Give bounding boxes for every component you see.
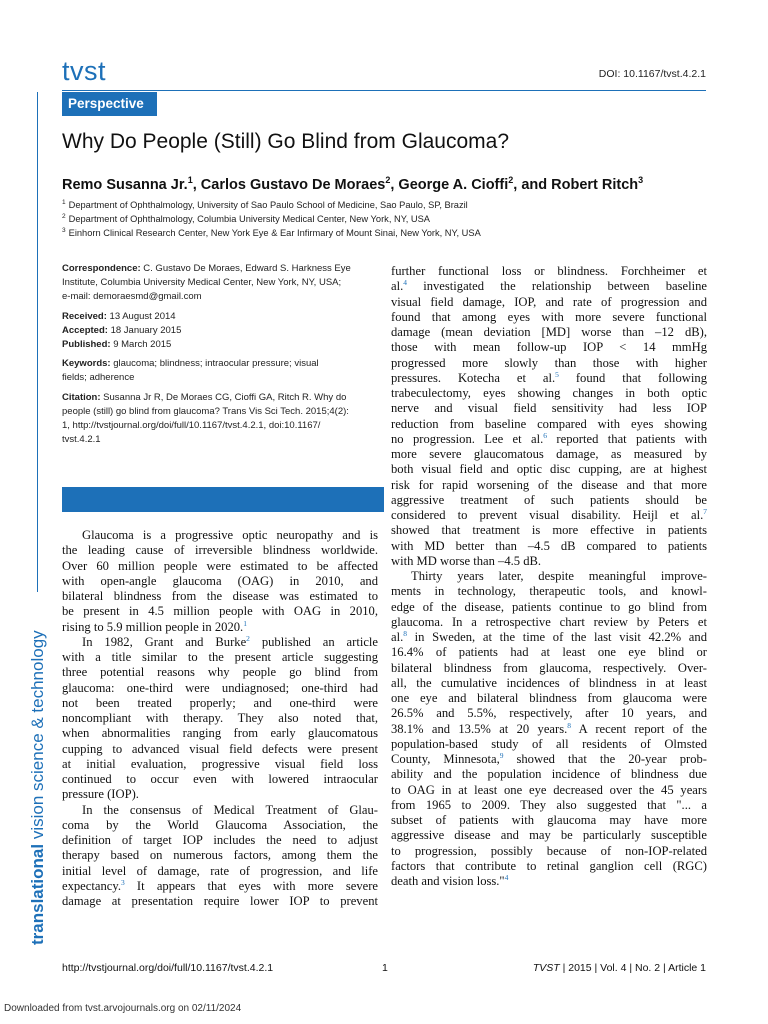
- text-line: [391, 752, 707, 767]
- author-affiliation-ref: 2: [508, 175, 514, 185]
- text-line: [391, 279, 707, 294]
- text-line: [62, 726, 378, 741]
- text-line: [391, 630, 707, 645]
- text-segment: no progression. Lee et al.: [391, 431, 544, 446]
- text-line: [62, 528, 378, 543]
- reference-marker[interactable]: 4: [504, 874, 509, 882]
- text-line: [62, 650, 378, 665]
- text-line: [391, 386, 707, 401]
- text-segment: found that among eyes with more severe functional: [391, 309, 707, 324]
- text-line: [391, 371, 707, 386]
- text-segment: subset of patients with glaucoma may have more: [391, 813, 707, 827]
- reference-marker[interactable]: 6: [543, 431, 548, 440]
- text-line: [391, 706, 707, 721]
- text-segment: with MD better than –4.5 dB compared to patients: [391, 538, 707, 553]
- author-name: Remo Susanna Jr.: [62, 176, 188, 193]
- text-segment: investigated the relationship between baseline: [407, 279, 707, 294]
- text-line: [391, 737, 707, 752]
- correspondence-line: Institute, Columbia University Medical Center, New York, NY, USA;: [62, 277, 342, 289]
- text-segment: expectancy.: [62, 878, 121, 893]
- text-segment: A recent report of the: [571, 721, 707, 736]
- text-segment: progressed more slowly than those with higher: [391, 355, 707, 370]
- section-color-bar: [62, 487, 384, 512]
- text-segment: showed that the 20-year prob-: [503, 752, 707, 766]
- text-segment: definition of target IOP includes the need to adjust: [62, 833, 378, 847]
- text-line: [62, 574, 378, 589]
- affiliation-text: Department of Ophthalmology, University of Sao Paulo School of Medicine, Sao Paulo, SP, Brazil: [68, 200, 468, 211]
- reference-marker[interactable]: 5: [555, 370, 559, 379]
- keywords-label: Keywords:: [62, 358, 111, 370]
- correspondence: [62, 262, 384, 305]
- correspondence-label: Correspondence:: [62, 263, 141, 274]
- text-line: [62, 803, 378, 818]
- article-info: [62, 262, 384, 452]
- text-segment: edge of the disease, patients continue to go blind from: [391, 599, 707, 614]
- sidebar-title-bold: translational: [28, 843, 47, 945]
- affiliation: [62, 224, 481, 240]
- affiliation-number: 3: [62, 227, 66, 234]
- article-type-badge: Perspective: [62, 92, 157, 116]
- sidebar-divider: [37, 92, 38, 592]
- reference-marker[interactable]: 3: [120, 878, 125, 887]
- text-segment: be present in 4.5 million people with OAG in 2010,: [62, 604, 378, 619]
- dates: [62, 310, 384, 353]
- reference-marker[interactable]: 7: [703, 508, 707, 516]
- text-segment: 26.5% and 5.5%, respectively, after 10 years, and: [391, 706, 707, 721]
- text-segment: reduction from baseline compared with eyes showing: [391, 416, 707, 431]
- text-line: [391, 676, 707, 691]
- text-segment: at initial evaluation, progressive visual field loss: [62, 756, 378, 771]
- body-column-right: [391, 264, 707, 889]
- text-line: [391, 478, 707, 493]
- text-line: [391, 554, 707, 569]
- text-line: [391, 783, 707, 798]
- text-segment: not been treated properly; and one-third were: [62, 695, 378, 710]
- text-segment: 38.1% and 13.5% at 20 years.: [391, 721, 568, 736]
- citation-line: Susanna Jr R, De Moraes CG, Cioffi GA, Ritch R. Why do: [103, 391, 347, 403]
- author-name: George A. Cioffi: [398, 176, 509, 193]
- text-segment: both visual field and optic disc cupping, are at highest: [391, 462, 707, 477]
- text-segment: cupping to advanced visual field defects were present: [62, 741, 378, 756]
- text-segment: It appears that eyes with more severe: [124, 878, 378, 893]
- citation: [62, 391, 384, 448]
- text-segment: aggressive treatment of such patients should be: [391, 492, 707, 507]
- text-line: [391, 432, 707, 447]
- text-line: [391, 584, 707, 599]
- correspondence-line: C. Gustavo De Moraes, Edward S. Harkness Eye: [143, 263, 351, 274]
- text-line: [62, 787, 378, 802]
- text-segment: trabeculectomy, eyes showing changes in both optic: [391, 386, 707, 400]
- text-segment: damage at presentation require lower IOP to prevent: [62, 894, 378, 908]
- text-segment: In the consensus of Medical Treatment of Glau-: [82, 802, 378, 817]
- doi: DOI: 10.1167/tvst.4.2.1: [598, 68, 706, 80]
- citation-line: tvst.4.2.1: [62, 434, 101, 446]
- text-line: [62, 772, 378, 787]
- text-line: [62, 864, 378, 879]
- author-name: Robert Ritch: [551, 176, 639, 193]
- text-segment: aggressive disease and may be particularly susceptible: [391, 828, 707, 843]
- correspondence-email[interactable]: e-mail: demoraesmd@gmail.com: [62, 291, 202, 303]
- text-line: [391, 859, 707, 874]
- text-line: [391, 722, 707, 737]
- text-line: [391, 295, 707, 310]
- text-line: [391, 447, 707, 462]
- author-affiliation-ref: 1: [187, 175, 193, 185]
- text-segment: bilateral blindness from the disease was estimated to: [62, 589, 378, 603]
- text-segment: from 1965 to 2009. They also suggested that "... a: [391, 797, 707, 812]
- reference-marker[interactable]: 8: [403, 630, 407, 638]
- text-line: [62, 757, 378, 772]
- text-line: [391, 462, 707, 477]
- text-segment: further functional loss or blindness. Forchheimer et: [391, 264, 707, 278]
- text-segment: all, the cumulative incidences of blindness in at least: [391, 675, 707, 690]
- reference-marker[interactable]: 1: [243, 619, 247, 628]
- accepted-date: 18 January 2015: [110, 324, 182, 336]
- text-line: [391, 493, 707, 508]
- text-line: [391, 325, 707, 340]
- text-line: [62, 894, 378, 909]
- keywords: [62, 357, 384, 385]
- text-segment: Over 60 million people were estimated to be affected: [62, 558, 378, 573]
- reference-marker[interactable]: 9: [499, 752, 504, 760]
- journal-logo: tvst: [62, 56, 107, 86]
- text-segment: pressures. Kotecha et al.: [391, 370, 556, 385]
- reference-marker[interactable]: 8: [567, 721, 571, 730]
- published-date: 9 March 2015: [113, 339, 172, 351]
- text-segment: rising to 5.9 million people in 2020.: [62, 619, 244, 634]
- text-line: [391, 767, 707, 782]
- footer-journal: TVST: [532, 962, 560, 974]
- text-segment: coma by the World Glaucoma Association, the: [62, 817, 378, 832]
- text-segment: population-based study of all residents of Olmsted: [391, 736, 707, 751]
- text-segment: ments in technology, therapeutic tools, and knowl-: [391, 584, 707, 599]
- text-line: [62, 742, 378, 757]
- text-segment: with a title similar to the present article suggesting: [62, 650, 378, 664]
- text-line: [391, 417, 707, 432]
- reference-marker[interactable]: 4: [403, 279, 407, 288]
- text-line: [62, 665, 378, 680]
- text-line: [62, 589, 378, 604]
- text-segment: ability and the population incidence of blindness due: [391, 767, 707, 782]
- page-title: Why Do People (Still) Go Blind from Glaucoma?: [62, 130, 509, 153]
- text-line: [391, 539, 707, 554]
- received-label: Received:: [62, 310, 107, 322]
- text-segment: with open-angle glaucoma (OAG) in 2010, and: [62, 573, 378, 588]
- text-segment: glaucoma. In a retrospective chart review by Peters et: [391, 614, 707, 629]
- text-segment: visual field damage, IOP, and rate of progression and: [391, 294, 707, 309]
- text-segment: initial level of damage, rate of progression, and life: [62, 863, 378, 878]
- text-line: [62, 635, 378, 650]
- text-line: [391, 600, 707, 615]
- text-line: [391, 569, 707, 584]
- text-segment: pressure (IOP).: [62, 787, 139, 802]
- text-segment: when abnormalities ranging from early glaucomatous: [62, 726, 378, 741]
- author-affiliation-ref: 3: [638, 175, 644, 185]
- text-line: [391, 356, 707, 371]
- text-line: [391, 813, 707, 828]
- text-segment: damage (mean deviation [MD] worse than –12 dB),: [391, 325, 707, 339]
- affiliation-text: Einhorn Clinical Research Center, New York Eye & Ear Infirmary of Mount Sinai, New York, NY, USA: [68, 228, 481, 239]
- text-segment: one eye and bilateral blindness from glaucoma were: [391, 691, 707, 705]
- text-line: [62, 604, 378, 619]
- text-line: [62, 681, 378, 696]
- text-line: [391, 798, 707, 813]
- text-segment: in Sweden, at the time of the last visit 42.2% and: [407, 630, 707, 644]
- text-line: [391, 523, 707, 538]
- citation-line: people (still) go blind from glaucoma? Trans Vis Sci Tech. 2015;4(2):: [62, 405, 349, 417]
- text-segment: noncompliant with therapy. They also noted that,: [62, 711, 378, 725]
- text-line: [391, 828, 707, 843]
- text-segment: to OAG in at least one eye decreased over the 45 years: [391, 782, 707, 797]
- text-line: [391, 874, 707, 889]
- sidebar-title-rest: vision science & technology: [28, 630, 47, 844]
- keywords-line: fields; adherence: [62, 372, 135, 384]
- text-segment: 16.4% of patients had at least one eye blind or: [391, 645, 707, 660]
- text-segment: to progression, possibly because of non-IOP-related: [391, 843, 707, 858]
- citation-line[interactable]: 1, http://tvstjournal.org/doi/full/10.1167/tvst.4.2.1, doi:10.1167/: [62, 420, 321, 432]
- text-segment: more severe glaucomatous damage, as measured by: [391, 447, 707, 461]
- text-segment: factors that contribute to retinal ganglion cell (RGC): [391, 858, 707, 873]
- footer-citation-rest: | 2015 | Vol. 4 | No. 2 | Article 1: [559, 962, 706, 974]
- text-segment: published an article: [249, 634, 378, 649]
- text-segment: al.: [391, 630, 404, 644]
- footer-article-link[interactable]: http://tvstjournal.org/doi/full/10.1167/tvst.4.2.1: [62, 962, 274, 974]
- text-segment: the leading cause of irreversible blindness worldwide.: [62, 543, 378, 558]
- header-divider: [62, 90, 706, 91]
- text-segment: therapy based on numerous factors, among them the: [62, 848, 378, 863]
- page-number: 1: [382, 962, 388, 974]
- text-line: [62, 833, 378, 848]
- text-segment: al.: [391, 279, 404, 294]
- text-segment: bilateral blindness from glaucoma, respectively. Over-: [391, 660, 707, 675]
- text-line: [62, 711, 378, 726]
- received-date: 13 August 2014: [109, 310, 176, 322]
- text-segment: continued to occur even with lowered intraocular: [62, 772, 378, 786]
- keywords-line: glaucoma; blindness; intraocular pressure; visual: [113, 358, 319, 370]
- text-segment: death and vision loss.": [391, 874, 505, 888]
- text-line: [391, 615, 707, 630]
- affiliation-number: 1: [62, 199, 66, 206]
- text-segment: with MD worse than –4.5 dB.: [391, 553, 542, 568]
- body-column-left: [62, 528, 378, 909]
- text-line: [391, 661, 707, 676]
- text-segment: County, Minnesota,: [391, 752, 500, 766]
- text-line: [62, 559, 378, 574]
- text-segment: found that following: [558, 370, 707, 385]
- text-line: [391, 401, 707, 416]
- text-line: [391, 508, 707, 523]
- text-line: [391, 310, 707, 325]
- text-segment: Glaucoma is a progressive optic neuropathy and is: [82, 528, 378, 542]
- reference-marker[interactable]: 2: [246, 634, 250, 643]
- text-segment: nerve and visual field sensitivity had less IOP: [391, 401, 707, 416]
- text-line: [62, 818, 378, 833]
- text-segment: In 1982, Grant and Burke: [82, 634, 247, 649]
- text-segment: risk for rapid worsening of the disease and that more: [391, 477, 707, 492]
- footer-citation: [533, 962, 706, 974]
- citation-label: Citation:: [62, 391, 101, 403]
- text-segment: showed that treatment is more effective in patients: [391, 523, 707, 538]
- accepted-label: Accepted:: [62, 324, 108, 336]
- author-affiliation-ref: 2: [385, 175, 391, 185]
- text-segment: considered to prevent visual disability. Heijl et al.: [391, 508, 704, 522]
- author-name: Carlos Gustavo De Moraes: [200, 176, 386, 193]
- text-line: [62, 543, 378, 558]
- text-line: [391, 340, 707, 355]
- text-line: [62, 879, 378, 894]
- text-segment: glaucoma: one-third were undiagnosed; one-third had: [62, 680, 378, 695]
- text-line: [62, 620, 378, 635]
- affiliation-text: Department of Ophthalmology, Columbia University Medical Center, New York, NY, USA: [68, 214, 430, 225]
- text-segment: reported that patients with: [547, 431, 707, 446]
- text-segment: three potential reasons why people go blind from: [62, 665, 378, 680]
- author-list: Remo Susanna Jr.$^1$, Carlos Gustavo De Moraes$^2$, George A. Cioffi$^2$, and Robert Ritch$^3$: [62, 175, 644, 193]
- download-notice: Downloaded from tvst.arvojournals.org on 02/11/2024: [4, 1003, 242, 1014]
- text-line: [62, 848, 378, 863]
- text-line: [391, 264, 707, 279]
- text-line: [391, 691, 707, 706]
- text-line: [62, 696, 378, 711]
- text-line: [391, 645, 707, 660]
- text-segment: those with mean follow-up IOP < 14 mmHg: [391, 340, 707, 355]
- affiliation-number: 2: [62, 213, 66, 220]
- journal-sidebar-title: [28, 630, 48, 945]
- published-label: Published:: [62, 339, 111, 351]
- text-line: [391, 844, 707, 859]
- text-segment: Thirty years later, despite meaningful improve-: [411, 569, 707, 583]
